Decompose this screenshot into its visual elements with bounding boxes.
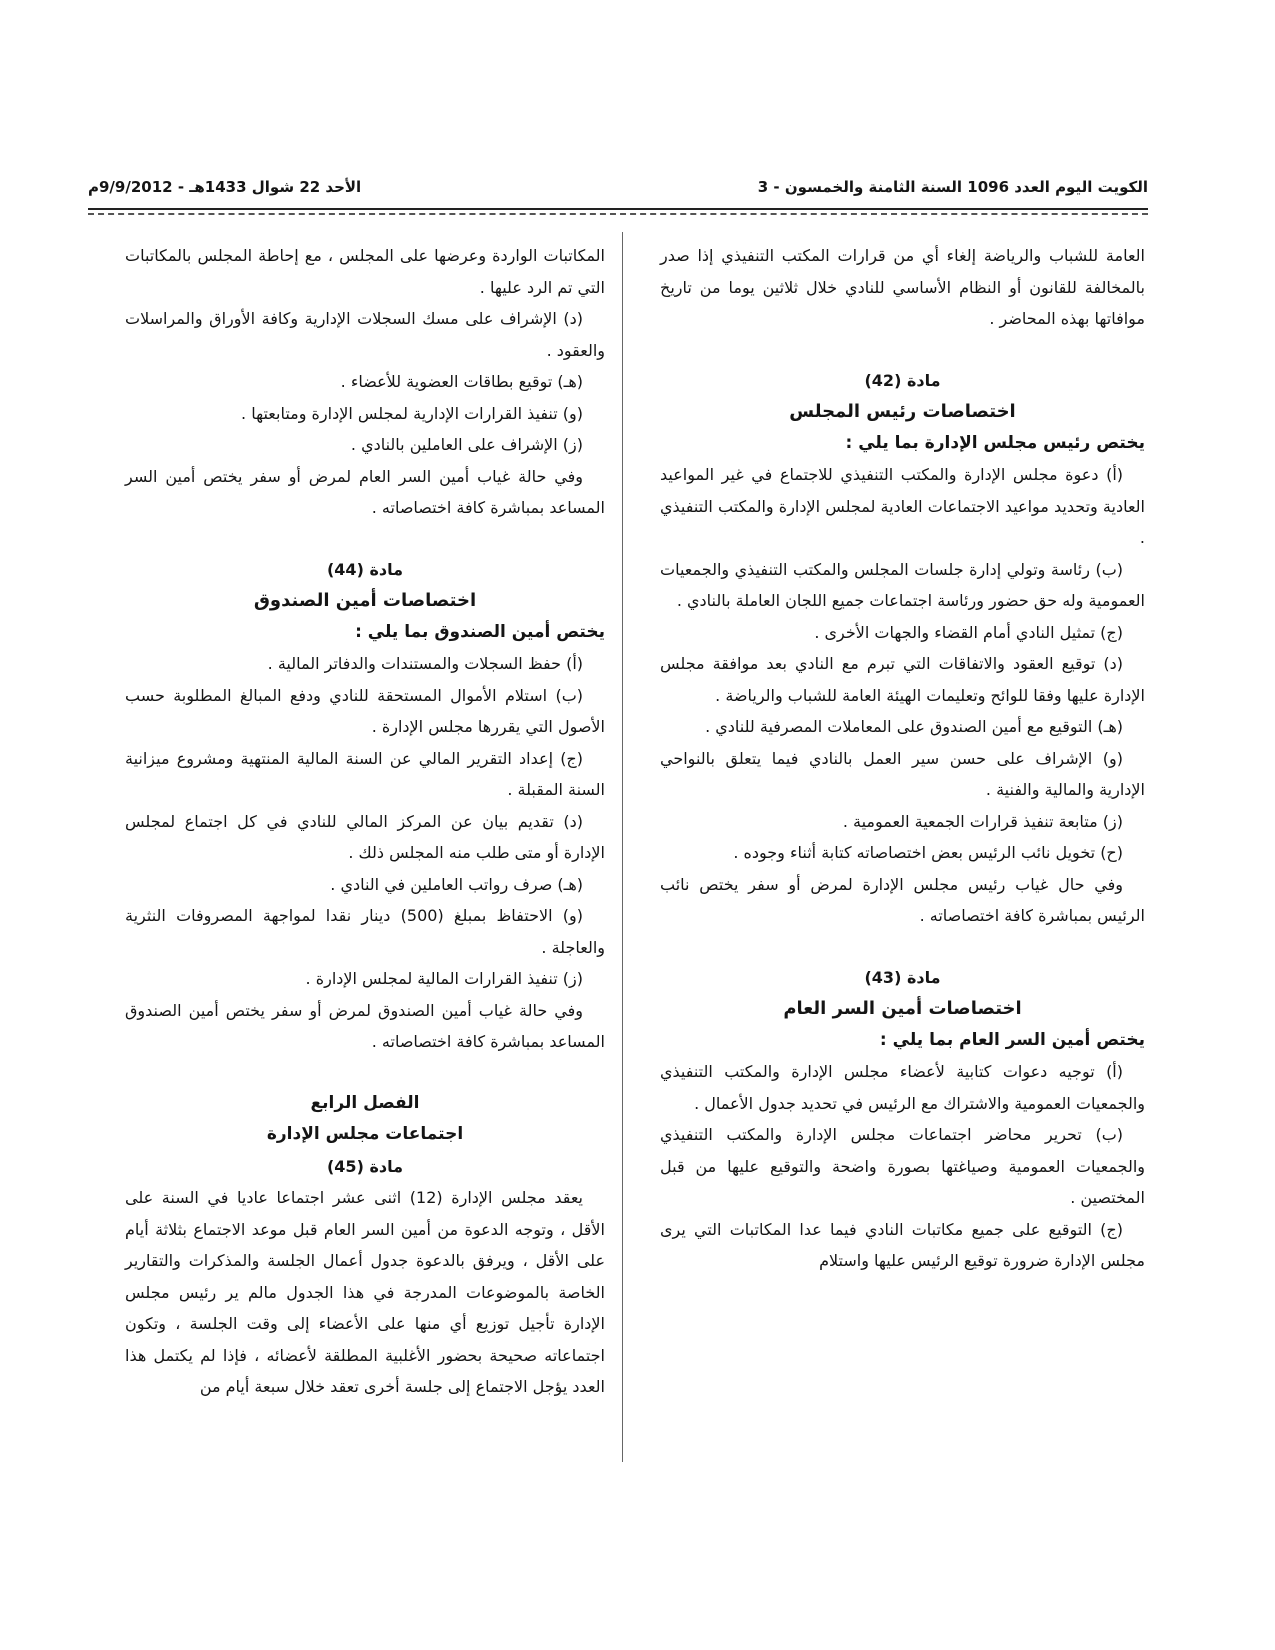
article-44-number: مادة (44): [326, 559, 404, 579]
article-43-number: مادة (43): [864, 967, 941, 987]
article-42-item: (ز) متابعة تنفيذ قرارات الجمعية العمومية .: [842, 811, 1123, 831]
article-44-title: اختصاصات أمين الصندوق: [253, 590, 477, 611]
chapter-title: الفصل الرابع: [310, 1092, 420, 1113]
article-44-item: (ز) تنفيذ القرارات المالية لمجلس الإدارة .: [305, 969, 583, 988]
chapter-subtitle: اجتماعات مجلس الإدارة: [266, 1124, 464, 1144]
article-44-note: وفي حالة غياب أمين الصندوق لمرض أو سفر يختص أمين الصندوق المساعد بمباشرة كافة اختصاصاته .: [125, 1000, 605, 1051]
article-43-item: (ج) التوقيع على جميع مكاتبات النادي فيما عدا المكاتبات التي يرى مجلس الإدارة ضرورة توقيع الرئيس عليها واستلام: [660, 1219, 1145, 1270]
article-43-lead: يختص أمين السر العام بما يلي :: [879, 1029, 1145, 1050]
article-42-item: (و) الإشراف على حسن سير العمل بالنادي فيما يتعلق بالنواحي الإدارية والمالية والفنية .: [660, 748, 1145, 799]
header-issue-info: الكويت اليوم العدد 1096 السنة الثامنة والخمسون - 3: [757, 178, 1148, 196]
article-42-note: وفي حال غياب رئيس مجلس الإدارة لمرض أو سفر يختص نائب الرئيس بمباشرة كافة اختصاصاته .: [660, 874, 1145, 925]
article-43-item: (ز) الإشراف على العاملين بالنادي .: [350, 435, 583, 454]
article-42-item: (هـ) التوقيع مع أمين الصندوق على المعاملات المصرفية للنادي .: [705, 717, 1123, 736]
article-44-item: (ج) إعداد التقرير المالي عن السنة المالية المنتهية ومشروع ميزانية السنة المقبلة .: [125, 748, 605, 799]
article-43-item: (د) الإشراف على مسك السجلات الإدارية وكافة الأوراق والمراسلات والعقود .: [125, 309, 605, 360]
article-45-text: يعقد مجلس الإدارة (12) اثنى عشر اجتماعا عاديا في السنة على الأقل ، وتوجه الدعوة من أمين السر العام قبل موعد الاجتماع بثلاثة أيام على الأقل ، ويرفق بالدعوة جدول أعمال الجلسة والمذكرات والتقارير الخاصة بالموضوعات المدرجة في هذا الجدول مالم ير رئيس مجلس الإدارة تأجيل توزيع أي منها على الأعضاء إلى وقت الجلسة ، وتكون اجتماعاته صحيحة بحضور الأغلبية المطلقة لأعضائه ، فإذا لم يكتمل هذا العدد يؤجل الاجتماع إلى جلسة أخرى تعقد خلال سبعة أيام من: [125, 1188, 605, 1396]
article-44-item: (أ) حفظ السجلات والمستندات والدفاتر المالية .: [267, 654, 583, 673]
article-42-item: (ب) رئاسة وتولي إدارة جلسات المجلس والمكتب التنفيذي والجمعيات العمومية وله حق حضور ورئاسة اجتماعات جميع اللجان العاملة بالنادي .: [660, 559, 1145, 610]
article-44-item: (ب) استلام الأموال المستحقة للنادي ودفع المبالغ المطلوبة حسب الأصول التي يقررها مجلس الإدارة .: [125, 685, 605, 736]
article-42-item: (د) توقيع العقود والاتفاقات التي تبرم مع النادي بعد موافقة مجلس الإدارة عليها وفقا للوائح وتعليمات الهيئة العامة للشباب والرياضة .: [660, 654, 1145, 705]
article-42-title: اختصاصات رئيس المجلس: [789, 401, 1016, 422]
article-42-number: مادة (42): [864, 370, 941, 390]
article-44-item: (د) تقديم بيان عن المركز المالي للنادي في كل اجتماع لمجلس الإدارة أو متى طلب منه المجلس ذلك .: [125, 811, 605, 862]
article-43-note: وفي حالة غياب أمين السر العام لمرض أو سفر يختص أمين السر المساعد بمباشرة كافة اختصاصاته .: [125, 466, 605, 517]
article-42-item: (أ) دعوة مجلس الإدارة والمكتب التنفيذي للاجتماع في غير المواعيد العادية وتحديد مواعيد الاجتماعات العادية لمجلس الإدارة والمكتب التنفيذي .: [660, 465, 1145, 547]
column-divider: [622, 232, 623, 1462]
article-43-title: اختصاصات أمين السر العام: [783, 998, 1022, 1019]
intro-paragraph: العامة للشباب والرياضة إلغاء أي من قرارات المكتب التنفيذي إذا صدر بالمخالفة للقانون أو النظام الأساسي للنادي خلال ثلاثين يوما من تاريخ موافاتها بهذه المحاضر .: [660, 246, 1145, 328]
header-date: الأحد 22 شوال 1433هـ - 9/9/2012م: [88, 178, 362, 196]
article-43-item: (هـ) توقيع بطاقات العضوية للأعضاء .: [340, 372, 583, 391]
article-44-lead: يختص أمين الصندوق بما يلي :: [355, 621, 605, 642]
article-45-number: مادة (45): [326, 1156, 404, 1176]
header-rule-dashed: [88, 213, 1148, 215]
article-43-item: (أ) توجيه دعوات كتابية لأعضاء مجلس الإدارة والمكتب التنفيذي والجمعيات العمومية والاشتراك مع الرئيس في تحديد جدول الأعمال .: [660, 1062, 1145, 1113]
article-43-item: (و) تنفيذ القرارات الإدارية لمجلس الإدارة ومتابعتها .: [241, 403, 583, 423]
article-44-item: (و) الاحتفاظ بمبلغ (500) دينار نقدا لمواجهة المصروفات النثرية والعاجلة .: [125, 906, 605, 957]
header-rule: [88, 208, 1148, 210]
article-44-item: (هـ) صرف رواتب العاملين في النادي .: [330, 874, 583, 894]
right-column: [660, 240, 1145, 1277]
article-43-item: (ب) تحرير محاضر اجتماعات مجلس الإدارة والمكتب التنفيذي والجمعيات العمومية وصياغتها بصورة واضحة والتوقيع عليها من قبل المختصين .: [660, 1125, 1145, 1207]
article-42-item: (ج) تمثيل النادي أمام القضاء والجهات الأخرى .: [814, 622, 1123, 642]
left-column: [125, 240, 605, 1403]
continuation-paragraph: المكاتبات الواردة وعرضها على المجلس ، مع إحاطة المجلس بالمكاتبات التي تم الرد عليها .: [125, 246, 605, 297]
article-42-lead: يختص رئيس مجلس الإدارة بما يلي :: [845, 432, 1145, 453]
page-header: [88, 172, 1148, 208]
article-42-item: (ح) تخويل نائب الرئيس بعض اختصاصاته كتابة أثناء وجوده .: [733, 843, 1123, 862]
